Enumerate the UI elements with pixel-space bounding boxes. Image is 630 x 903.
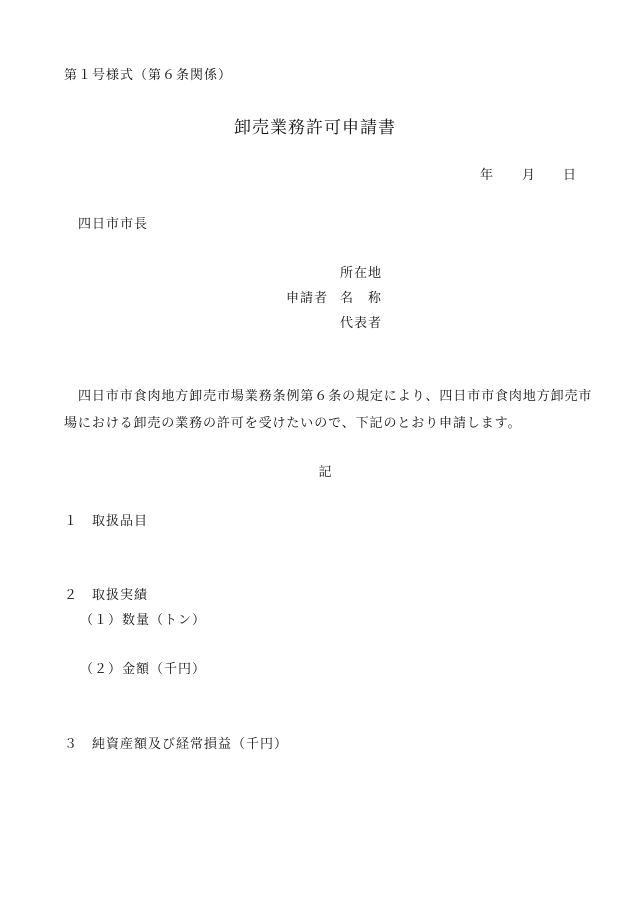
body-line-1: 四日市市食肉地方卸売市場業務条例第６条の規定により、四日市市食肉地方卸売市	[78, 389, 593, 404]
addressee: 四日市市長	[78, 217, 149, 232]
date-year-label: 年	[480, 168, 495, 183]
item-2-sub-amount: （２）金額（千円）	[80, 662, 207, 677]
item-3-net-assets: ３ 純資産額及び経常損益（千円）	[64, 737, 289, 752]
representative-label: 代表者	[340, 316, 383, 331]
applicant-label: 申請者	[286, 291, 329, 306]
document-title: 卸売業務許可申請書	[234, 118, 396, 138]
item-2-handling-record: ２ 取扱実績	[64, 588, 149, 603]
date-day-label: 日	[563, 168, 578, 183]
name-label: 名 称	[340, 291, 383, 306]
item-2-sub-quantity: （１）数量（トン）	[80, 613, 207, 628]
item-1-handled-goods: １ 取扱品目	[64, 514, 149, 529]
form-number: 第１号様式（第６条関係）	[64, 68, 233, 83]
location-label: 所在地	[340, 266, 383, 281]
date-month-label: 月	[522, 168, 537, 183]
ki-heading: 記	[318, 465, 332, 480]
body-line-2: 場における卸売の業務の許可を受けたいので、下記のとおり申請します。	[64, 416, 522, 431]
body-paragraph	[64, 383, 594, 437]
